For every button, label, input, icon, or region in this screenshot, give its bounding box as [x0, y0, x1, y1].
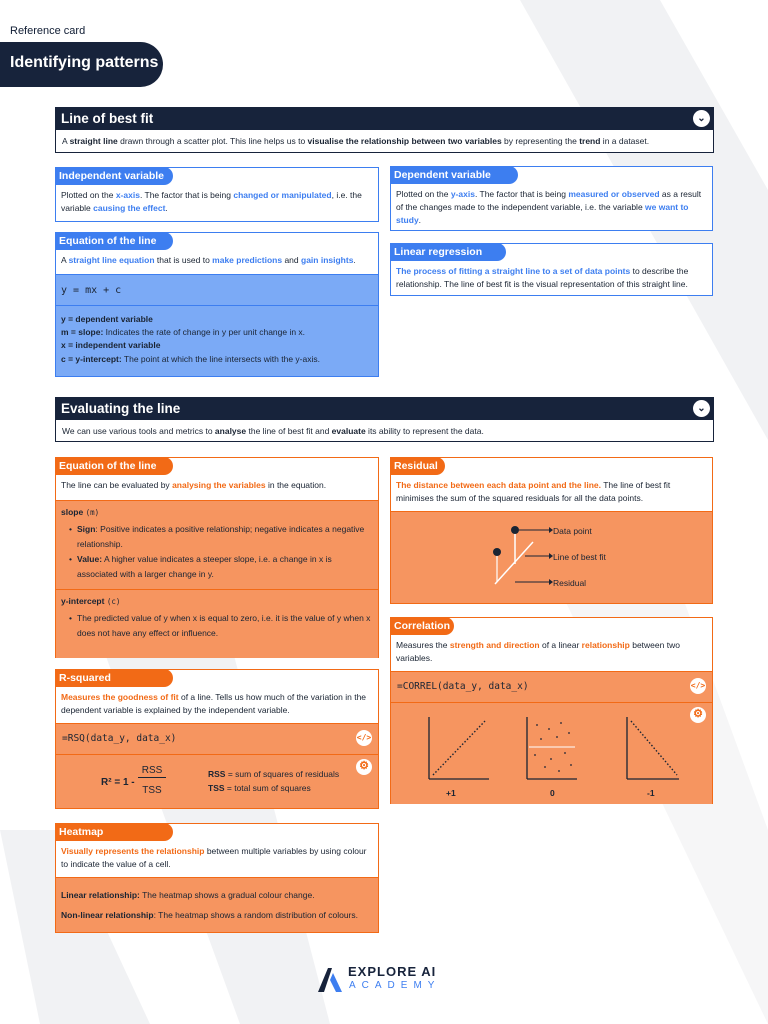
residual-label: Residual [553, 578, 587, 588]
section-description: A straight line drawn through a scatter plot. This line helps us to visualise the relationship between two variables by representing the trend in a dataset. [55, 130, 714, 153]
explore-ai-academy-logo [316, 962, 466, 998]
card-text: The distance between each data point and the line. The line of best fit minimises the sum of the squared residuals for all the data points. [396, 480, 671, 503]
rsq-definitions: RSS = sum of squares of residuals TSS = total sum of squares [208, 769, 340, 793]
correlation-value-positive: +1 [446, 788, 456, 798]
card-tag: Independent variable [55, 167, 173, 185]
card-text: Plotted on the x-axis. The factor that is being changed or manipulated, i.e. the variable causing the effect. [61, 190, 362, 213]
rsq-denominator: TSS [142, 785, 162, 796]
card-text: A straight line equation that is used to make predictions and gain insights. [61, 255, 356, 265]
rsq-equation-band [56, 754, 378, 808]
card-tag: Linear regression [390, 243, 506, 261]
card-text: The process of fitting a straight line to a set of data points to describe the relationship. The line of best fit is the visual representation of this straight line. [396, 266, 689, 289]
linear-regression-card [390, 243, 713, 296]
fraction-bar [138, 777, 166, 778]
section-title: Evaluating the line [61, 401, 181, 416]
equation-card [55, 232, 379, 377]
slope-band: slope (m) • Sign: Positive indicates a positive relationship; negative indicates a negative relationship. • Value: A higher value indicates a steeper slope, i.e. a change in x is associated with a larger change in y. [56, 500, 378, 589]
card-text: Plotted on the y-axis. The factor that is being measured or observed as a result of the changes made to the independent variable, i.e. the variable we want to study. [396, 189, 702, 225]
intercept-band: y-intercept (c) • The predicted value of y when x is equal to zero, i.e. it is the value of y when x does not have any effect or influence. [56, 589, 378, 658]
negative-correlation-plot [627, 717, 679, 779]
chevron-down-icon[interactable]: ⌄ [693, 400, 710, 417]
correlation-card [390, 617, 713, 804]
correlation-plots [391, 702, 712, 804]
line-of-best-fit-label: Line of best fit [553, 552, 606, 562]
page-title: Identifying patterns [0, 42, 163, 87]
r-squared-card [55, 669, 379, 809]
card-text: Measures the goodness of fit of a line. Tells us how much of the variation in the dependent variable is explained by the independent variable. [61, 692, 367, 715]
heatmap-card [55, 823, 379, 933]
residual-diagram [391, 511, 712, 603]
residual-card [390, 457, 713, 604]
gear-icon[interactable]: ⚙ [356, 759, 372, 775]
card-tag: Equation of the line [55, 457, 173, 475]
correlation-value-negative: -1 [647, 788, 655, 798]
card-tag: Equation of the line [55, 232, 173, 250]
heatmap-definitions: Linear relationship: The heatmap shows a gradual colour change. Non-linear relationship: The heatmap shows a random distribution of colours. [56, 877, 378, 932]
section-header-evaluating-the-line[interactable] [55, 397, 714, 420]
positive-correlation-plot [429, 717, 489, 779]
rsq-numerator: RSS [141, 765, 163, 776]
chevron-down-icon[interactable]: ⌄ [693, 110, 710, 127]
independent-variable-card [55, 167, 379, 222]
rsq-lhs: R² = 1 - [101, 777, 135, 788]
section-description: We can use various tools and metrics to analyse the line of best fit and evaluate its ability to represent the data. [55, 420, 714, 442]
correlation-value-zero: 0 [550, 788, 555, 798]
card-text: Visually represents the relationship between multiple variables by using colour to indicate the value of a cell. [61, 846, 367, 869]
section-title: Line of best fit [61, 111, 154, 126]
data-point-label: Data point [553, 526, 592, 536]
section-header-line-of-best-fit[interactable] [55, 107, 714, 130]
card-tag: R-squared [55, 669, 173, 687]
card-text: Measures the strength and direction of a linear relationship between two variables. [396, 640, 680, 663]
card-tag: Residual [390, 457, 445, 475]
card-text: The line can be evaluated by analysing the variables in the equation. [61, 480, 327, 490]
rsq-formula: =RSQ(data_y, data_x) </> [56, 723, 378, 754]
brand-subtitle: ACADEMY [349, 980, 441, 991]
reference-card-label: Reference card [10, 25, 86, 37]
formula-band: y = mx + c [56, 274, 378, 305]
dependent-variable-card [390, 166, 713, 231]
gear-icon[interactable]: ⚙ [690, 707, 706, 723]
card-tag: Correlation [390, 617, 454, 635]
definitions-band: y = dependent variable m = slope: Indicates the rate of change in y per unit change in x. x = independent variable c = y-intercept: The point at which the line intersects with the y-axis. [56, 305, 378, 376]
card-tag: Dependent variable [390, 166, 518, 184]
zero-correlation-plot [527, 717, 577, 779]
code-icon[interactable]: </> [690, 678, 706, 694]
list-item: • Sign: Positive indicates a positive relationship; negative indicates a negative relationship. [69, 522, 373, 552]
list-item: • The predicted value of y when x is equal to zero, i.e. it is the value of y when x does not have any effect or influence. [69, 611, 373, 641]
card-tag: Heatmap [55, 823, 173, 841]
evaluate-equation-card [55, 457, 379, 658]
brand-name: EXPLORE AI [348, 964, 437, 979]
logo-mark-icon [316, 964, 344, 994]
code-icon[interactable]: </> [356, 730, 372, 746]
correlation-formula: =CORREL(data_y, data_x) </> [391, 671, 712, 702]
list-item: • Value: A higher value indicates a steeper slope, i.e. a change in x is associated with a larger change in y. [69, 552, 373, 582]
